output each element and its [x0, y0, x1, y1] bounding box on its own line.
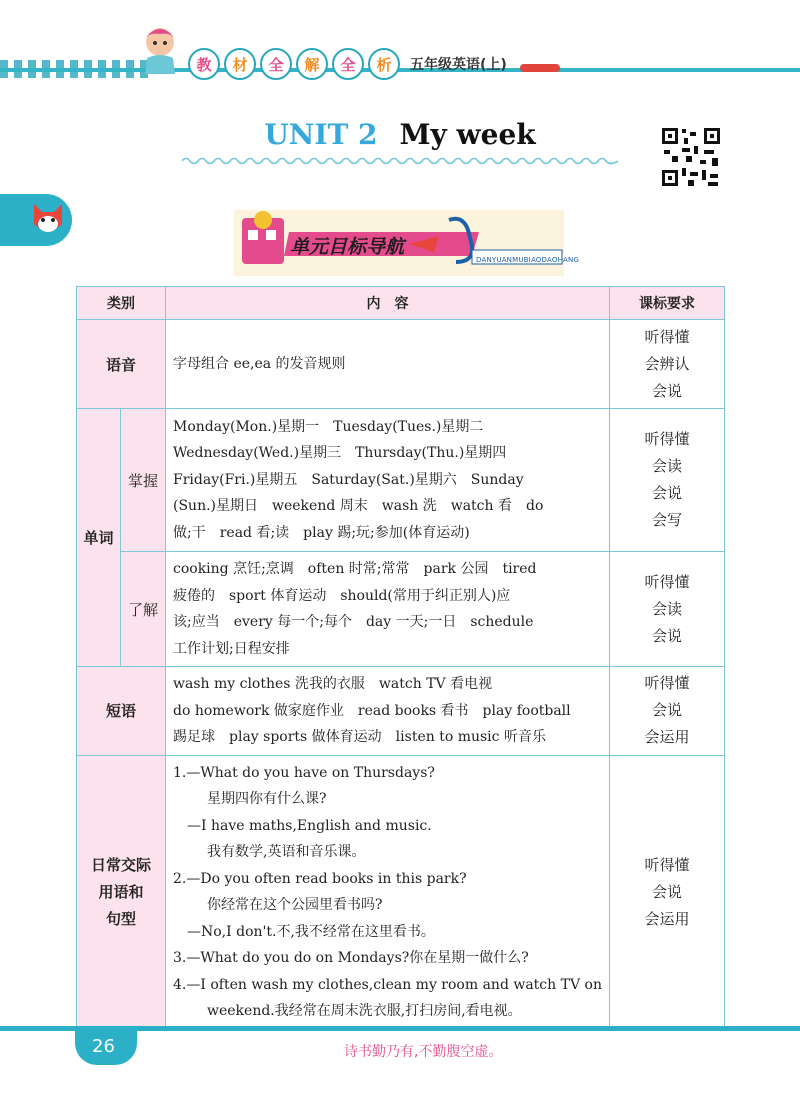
content-line: 4.—I often wash my clothes,clean my room and watch TV on [173, 976, 602, 993]
row-content [166, 755, 610, 1029]
requirement-item: 会读 [651, 599, 682, 618]
row-content [166, 409, 610, 552]
content-line: 该;应当 every 每一个;每个 day 一天;一日 schedule [173, 614, 534, 630]
content-line: (Sun.)星期日 weekend 周末 wash 洗 watch 看 do [173, 498, 544, 515]
category-line: 日常交际 [90, 855, 151, 874]
table-row [77, 409, 725, 552]
row-subcategory: 掌握 [121, 409, 166, 552]
book-title-char: 材 [224, 48, 256, 80]
requirement-item: 会说 [651, 626, 682, 645]
content-line: 星期四你有什么课? [207, 791, 327, 807]
requirement-item: 听得懂 [644, 327, 690, 346]
content-line: 字母组合 ee,ea 的发音规则 [173, 355, 346, 372]
row-subcategory: 了解 [121, 552, 166, 667]
requirement-item: 听得懂 [644, 855, 690, 874]
table-row [77, 755, 725, 1029]
table-header-row [77, 287, 725, 320]
category-line: 用语和 [98, 882, 144, 901]
requirement-item: 会辨认 [644, 354, 690, 373]
content-line: —I have maths,English and music. [187, 817, 432, 834]
content-line: Wednesday(Wed.)星期三 Thursday(Thu.)星期四 [173, 445, 507, 462]
requirement-item: 听得懂 [644, 572, 690, 591]
row-requirements [610, 552, 725, 667]
content-line: 做;干 read 看;读 play 踢;玩;参加(体育运动) [173, 524, 470, 541]
page-number: 26 [92, 1036, 115, 1057]
table-row [77, 320, 725, 409]
row-category: 短语 [77, 667, 166, 756]
content-line: 踢足球 play sports 做体育运动 listen to music 听音乐 [173, 729, 546, 745]
girl-mascot-icon [135, 22, 185, 76]
brush-icon [520, 64, 560, 72]
row-content [166, 552, 610, 667]
row-content [166, 667, 610, 756]
header-requirement: 课标要求 [610, 287, 725, 320]
requirement-item: 听得懂 [644, 674, 690, 693]
requirement-item: 会写 [651, 511, 682, 529]
requirement-item: 会说 [651, 484, 682, 502]
unit-goals-table [76, 286, 725, 1030]
row-requirements [610, 320, 725, 409]
content-line: Monday(Mon.)星期一 Tuesday(Tues.)星期二 [173, 418, 484, 435]
row-requirements [610, 667, 725, 756]
row-category [77, 755, 166, 1029]
content-line: —No,I don't.不,我不经常在这里看书。 [187, 923, 435, 940]
title-wave-divider [182, 156, 618, 166]
header-subtitle: 五年级英语(上) [410, 57, 507, 73]
section-banner-pinyin: DANYUANMUBIAODAOHANG [476, 256, 580, 264]
content-line: cooking 烹饪;烹调 often 时常;常常 park 公园 tired [173, 561, 537, 577]
category-line: 句型 [105, 909, 136, 928]
unit-name: My week [399, 118, 536, 151]
content-line: 你经常在这个公园里看书吗? [207, 897, 383, 913]
row-category: 单词 [77, 409, 121, 667]
table-row [77, 667, 725, 756]
row-requirements [610, 409, 725, 552]
book-title-char: 全 [332, 48, 364, 80]
content-line: wash my clothes 洗我的衣服 watch TV 看电视 [173, 676, 493, 692]
header-content: 内 容 [166, 287, 610, 320]
requirement-item: 会说 [651, 882, 682, 901]
requirement-item: 听得懂 [644, 430, 690, 448]
content-line: 1.—What do you have on Thursdays? [173, 764, 435, 781]
section-banner-label: 单元目标导航 [290, 236, 405, 258]
requirement-item: 会说 [651, 381, 682, 400]
book-title-char: 全 [260, 48, 292, 80]
row-content [166, 320, 610, 409]
content-line: 3.—What do you do on Mondays?你在星期一做什么? [173, 950, 529, 966]
content-line: weekend.我经常在周末洗衣服,打扫房间,看电视。 [207, 1003, 522, 1019]
book-title-char: 教 [188, 48, 220, 80]
content-line: 疲倦的 sport 体育运动 should(常用于纠正别人)应 [173, 587, 511, 604]
book-title-badges [188, 48, 400, 80]
book-title-char: 解 [296, 48, 328, 80]
content-line: 工作计划;日程安排 [173, 640, 290, 657]
table-row [77, 552, 725, 667]
fox-mascot-icon [30, 198, 66, 238]
row-category: 语音 [77, 320, 166, 409]
content-line: do homework 做家庭作业 read books 看书 play football [173, 702, 571, 719]
requirement-item: 会说 [651, 701, 682, 720]
requirement-item: 会运用 [644, 909, 690, 928]
book-title-char: 析 [368, 48, 400, 80]
row-requirements [610, 755, 725, 1029]
unit-number: UNIT 2 [264, 118, 378, 151]
header-rule [0, 68, 800, 72]
requirement-item: 会读 [651, 457, 682, 475]
content-line: Friday(Fri.)星期五 Saturday(Sat.)星期六 Sunday [173, 471, 524, 488]
requirement-item: 会运用 [644, 728, 690, 747]
content-line: 2.—Do you often read books in this park? [173, 870, 467, 887]
footer-motto: 诗书勤乃有,不勤腹空虚。 [344, 1044, 503, 1060]
header-category: 类别 [77, 287, 166, 320]
content-line: 我有数学,英语和音乐课。 [207, 844, 366, 860]
qr-code-icon[interactable] [660, 126, 722, 188]
